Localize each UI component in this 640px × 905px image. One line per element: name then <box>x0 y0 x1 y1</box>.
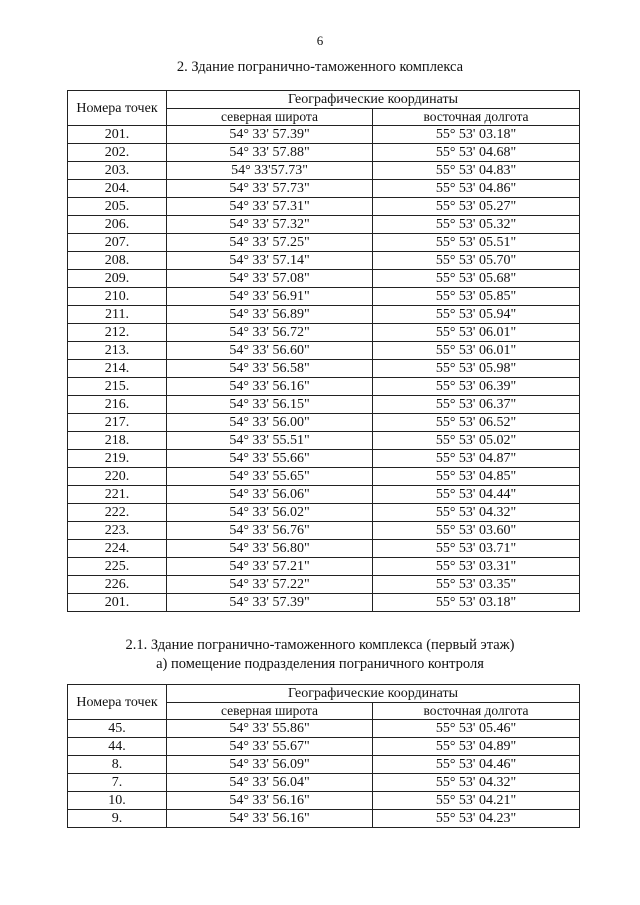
table-row <box>68 360 580 378</box>
section-2-title-line-2: а) помещение подразделения пограничного контроля <box>156 656 484 672</box>
longitude-column-header: восточная долгота <box>373 109 580 126</box>
latitude-cell: 54° 33' 57.08" <box>167 270 373 288</box>
point-number-cell: 217. <box>68 414 167 432</box>
latitude-cell: 54° 33' 56.00" <box>167 414 373 432</box>
table-row <box>68 252 580 270</box>
longitude-cell: 55° 53' 05.32" <box>373 216 580 234</box>
longitude-cell: 55° 53' 03.60" <box>373 522 580 540</box>
point-number-cell: 201. <box>68 126 167 144</box>
table-row <box>68 522 580 540</box>
latitude-cell: 54° 33' 56.16" <box>167 378 373 396</box>
longitude-cell: 55° 53' 06.01" <box>373 324 580 342</box>
latitude-cell: 54° 33' 56.58" <box>167 360 373 378</box>
point-number-cell: 226. <box>68 576 167 594</box>
longitude-cell: 55° 53' 04.32" <box>373 774 580 792</box>
longitude-cell: 55° 53' 03.31" <box>373 558 580 576</box>
table-row <box>68 792 580 810</box>
point-number-cell: 211. <box>68 306 167 324</box>
longitude-cell: 55° 53' 04.86" <box>373 180 580 198</box>
table-row <box>68 432 580 450</box>
latitude-cell: 54° 33' 57.31" <box>167 198 373 216</box>
table-row <box>68 594 580 612</box>
point-number-cell: 219. <box>68 450 167 468</box>
longitude-cell: 55° 53' 05.70" <box>373 252 580 270</box>
longitude-column-header: восточная долгота <box>373 703 580 720</box>
longitude-cell: 55° 53' 03.71" <box>373 540 580 558</box>
page-number: 6 <box>316 33 324 48</box>
table-row <box>68 162 580 180</box>
table-row <box>68 774 580 792</box>
longitude-cell: 55° 53' 06.52" <box>373 414 580 432</box>
table-row <box>68 126 580 144</box>
coordinates-table-2 <box>67 684 580 828</box>
longitude-cell: 55° 53' 03.35" <box>373 576 580 594</box>
table-row <box>68 486 580 504</box>
table-row <box>68 342 580 360</box>
section-2-title-line-1: 2.1. Здание пограничнo-таможенного комплекса (первый этаж) <box>125 637 515 653</box>
table-row <box>68 414 580 432</box>
latitude-column-header: северная широта <box>167 109 373 126</box>
latitude-cell: 54° 33' 56.91" <box>167 288 373 306</box>
point-number-cell: 222. <box>68 504 167 522</box>
point-number-cell: 212. <box>68 324 167 342</box>
latitude-cell: 54° 33' 56.02" <box>167 504 373 522</box>
longitude-cell: 55° 53' 04.83" <box>373 162 580 180</box>
point-number-cell: 214. <box>68 360 167 378</box>
latitude-cell: 54° 33' 57.39" <box>167 594 373 612</box>
table-row <box>68 558 580 576</box>
table-1-body <box>68 126 580 612</box>
point-number-cell: 201. <box>68 594 167 612</box>
latitude-cell: 54° 33' 56.76" <box>167 522 373 540</box>
longitude-cell: 55° 53' 04.89" <box>373 738 580 756</box>
point-number-cell: 210. <box>68 288 167 306</box>
longitude-cell: 55° 53' 06.01" <box>373 342 580 360</box>
coordinates-table-1 <box>67 90 580 612</box>
longitude-cell: 55° 53' 05.46" <box>373 720 580 738</box>
geo-coordinates-header: Географические координаты <box>167 91 580 109</box>
table-row <box>68 378 580 396</box>
point-number-cell: 218. <box>68 432 167 450</box>
longitude-cell: 55° 53' 05.51" <box>373 234 580 252</box>
latitude-cell: 54° 33' 57.88" <box>167 144 373 162</box>
point-number-cell: 10. <box>68 792 167 810</box>
table-row <box>68 468 580 486</box>
point-number-cell: 202. <box>68 144 167 162</box>
latitude-cell: 54° 33' 57.39" <box>167 126 373 144</box>
latitude-cell: 54° 33' 57.14" <box>167 252 373 270</box>
point-number-cell: 9. <box>68 810 167 828</box>
latitude-cell: 54° 33' 56.60" <box>167 342 373 360</box>
point-number-cell: 7. <box>68 774 167 792</box>
latitude-cell: 54° 33' 57.32" <box>167 216 373 234</box>
longitude-cell: 55° 53' 05.98" <box>373 360 580 378</box>
latitude-cell: 54° 33' 56.15" <box>167 396 373 414</box>
table-row <box>68 450 580 468</box>
point-number-cell: 213. <box>68 342 167 360</box>
latitude-cell: 54° 33' 56.80" <box>167 540 373 558</box>
table-row <box>68 540 580 558</box>
longitude-cell: 55° 53' 05.27" <box>373 198 580 216</box>
point-number-cell: 207. <box>68 234 167 252</box>
longitude-cell: 55° 53' 06.37" <box>373 396 580 414</box>
section-2-title <box>0 636 640 674</box>
point-number-cell: 206. <box>68 216 167 234</box>
latitude-cell: 54° 33'57.73" <box>167 162 373 180</box>
geo-coordinates-header: Географические координаты <box>167 685 580 703</box>
points-column-header: Номера точек <box>68 685 167 720</box>
latitude-cell: 54° 33' 55.66" <box>167 450 373 468</box>
table-row <box>68 504 580 522</box>
point-number-cell: 220. <box>68 468 167 486</box>
table-row <box>68 576 580 594</box>
latitude-cell: 54° 33' 55.67" <box>167 738 373 756</box>
latitude-cell: 54° 33' 56.09" <box>167 756 373 774</box>
table-row <box>68 810 580 828</box>
table-row <box>68 288 580 306</box>
longitude-cell: 55° 53' 05.02" <box>373 432 580 450</box>
latitude-cell: 54° 33' 55.86" <box>167 720 373 738</box>
table-row <box>68 270 580 288</box>
longitude-cell: 55° 53' 04.68" <box>373 144 580 162</box>
table-row <box>68 234 580 252</box>
point-number-cell: 215. <box>68 378 167 396</box>
table-1-header <box>68 91 580 126</box>
longitude-cell: 55° 53' 04.44" <box>373 486 580 504</box>
longitude-cell: 55° 53' 05.68" <box>373 270 580 288</box>
table-2-body <box>68 720 580 828</box>
table-row <box>68 738 580 756</box>
table-2-header <box>68 685 580 720</box>
latitude-column-header: северная широта <box>167 703 373 720</box>
table-row <box>68 396 580 414</box>
point-number-cell: 209. <box>68 270 167 288</box>
longitude-cell: 55° 53' 05.85" <box>373 288 580 306</box>
latitude-cell: 54° 33' 55.65" <box>167 468 373 486</box>
point-number-cell: 221. <box>68 486 167 504</box>
latitude-cell: 54° 33' 56.72" <box>167 324 373 342</box>
latitude-cell: 54° 33' 57.22" <box>167 576 373 594</box>
section-1-title: 2. Здание пограничнo-таможенного комплекса <box>176 59 464 75</box>
table-row <box>68 756 580 774</box>
table-row <box>68 720 580 738</box>
longitude-cell: 55° 53' 03.18" <box>373 594 580 612</box>
longitude-cell: 55° 53' 04.85" <box>373 468 580 486</box>
longitude-cell: 55° 53' 04.46" <box>373 756 580 774</box>
latitude-cell: 54° 33' 57.25" <box>167 234 373 252</box>
longitude-cell: 55° 53' 04.87" <box>373 450 580 468</box>
latitude-cell: 54° 33' 55.51" <box>167 432 373 450</box>
latitude-cell: 54° 33' 56.16" <box>167 810 373 828</box>
latitude-cell: 54° 33' 56.04" <box>167 774 373 792</box>
point-number-cell: 216. <box>68 396 167 414</box>
table-row <box>68 306 580 324</box>
table-row <box>68 198 580 216</box>
longitude-cell: 55° 53' 03.18" <box>373 126 580 144</box>
table-row <box>68 144 580 162</box>
point-number-cell: 205. <box>68 198 167 216</box>
point-number-cell: 224. <box>68 540 167 558</box>
latitude-cell: 54° 33' 57.21" <box>167 558 373 576</box>
latitude-cell: 54° 33' 56.06" <box>167 486 373 504</box>
point-number-cell: 203. <box>68 162 167 180</box>
latitude-cell: 54° 33' 56.89" <box>167 306 373 324</box>
point-number-cell: 8. <box>68 756 167 774</box>
point-number-cell: 223. <box>68 522 167 540</box>
latitude-cell: 54° 33' 57.73" <box>167 180 373 198</box>
point-number-cell: 44. <box>68 738 167 756</box>
longitude-cell: 55° 53' 06.39" <box>373 378 580 396</box>
longitude-cell: 55° 53' 04.23" <box>373 810 580 828</box>
table-row <box>68 216 580 234</box>
point-number-cell: 208. <box>68 252 167 270</box>
point-number-cell: 204. <box>68 180 167 198</box>
latitude-cell: 54° 33' 56.16" <box>167 792 373 810</box>
point-number-cell: 45. <box>68 720 167 738</box>
points-column-header: Номера точек <box>68 91 167 126</box>
longitude-cell: 55° 53' 04.32" <box>373 504 580 522</box>
longitude-cell: 55° 53' 04.21" <box>373 792 580 810</box>
table-row <box>68 180 580 198</box>
point-number-cell: 225. <box>68 558 167 576</box>
table-row <box>68 324 580 342</box>
longitude-cell: 55° 53' 05.94" <box>373 306 580 324</box>
